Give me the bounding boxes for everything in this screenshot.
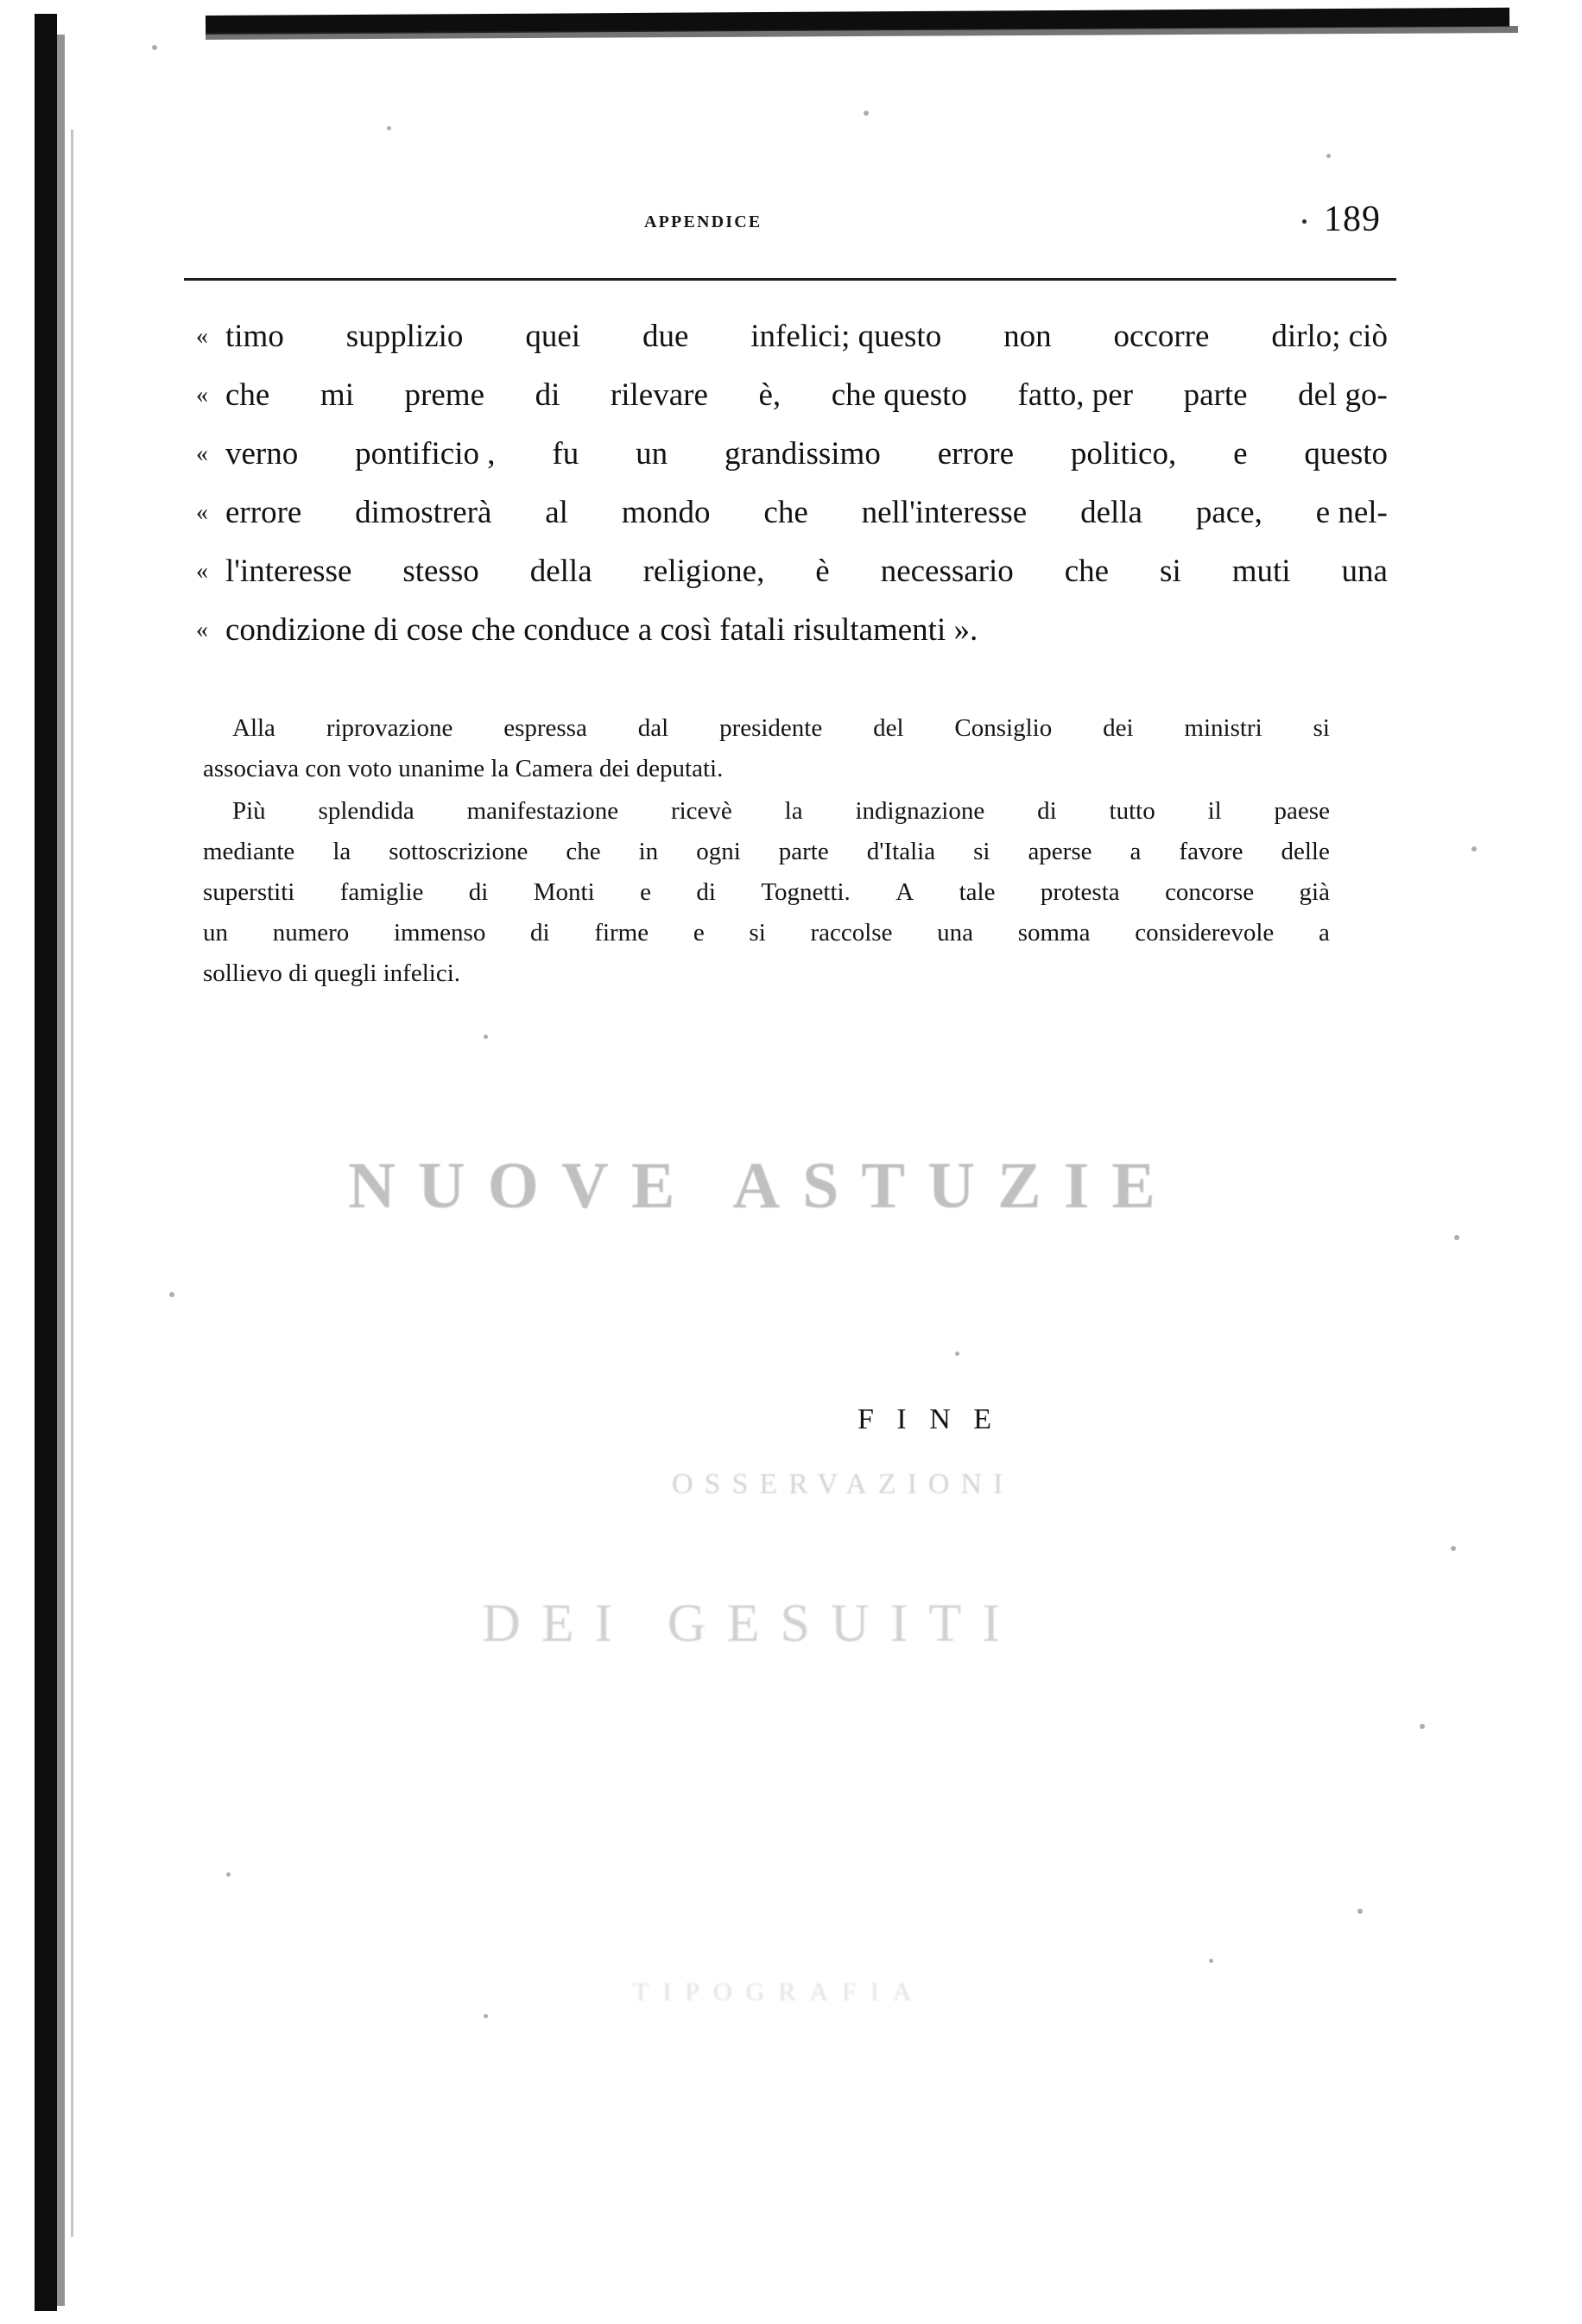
guillemet-icon: « bbox=[196, 382, 208, 408]
quote-line-text: che mi preme di rilevare è, che questo fatto, per parte del go- bbox=[225, 377, 1388, 413]
scan-speck bbox=[1420, 1724, 1425, 1729]
quote-line bbox=[196, 553, 1396, 611]
guillemet-icon: « bbox=[196, 617, 208, 643]
quotation-block bbox=[196, 318, 1396, 670]
paragraph bbox=[203, 791, 1330, 994]
scan-gutter-line bbox=[71, 130, 73, 2237]
scan-speck bbox=[1454, 1235, 1459, 1240]
guillemet-icon: « bbox=[196, 323, 208, 350]
header-rule bbox=[184, 278, 1396, 281]
quote-line bbox=[196, 377, 1396, 435]
scan-edge-left-shadow bbox=[57, 35, 65, 2306]
quote-line bbox=[196, 435, 1396, 494]
scan-speck bbox=[169, 1292, 174, 1297]
quote-line-text: l'interesse stesso della religione, è necessario che si muti una bbox=[225, 554, 1388, 589]
guillemet-icon: « bbox=[196, 440, 208, 467]
page-number: 189 bbox=[1324, 199, 1381, 239]
quote-line bbox=[196, 494, 1396, 553]
running-head-dot bbox=[1302, 219, 1307, 224]
scan-speck bbox=[152, 45, 157, 50]
quote-line-text: errore dimostrerà al mondo che nell'interesse della pace, e nel- bbox=[225, 495, 1388, 530]
paragraph-line: Alla riprovazione espressa dal presidente del Consiglio dei ministri si bbox=[232, 714, 1330, 742]
quote-line bbox=[196, 611, 1396, 670]
ghost-text-sub1: OSSERVAZIONI bbox=[672, 1468, 1015, 1500]
scan-edge-left bbox=[35, 14, 57, 2311]
paragraph-line: sollievo di quegli infelici. bbox=[203, 959, 461, 987]
end-of-book-mark: F I N E bbox=[857, 1403, 1000, 1435]
paragraph-line: Più splendida manifestazione ricevè la indignazione di tutto il paese bbox=[232, 797, 1330, 825]
quote-line-text: timo supplizio quei due infelici; questo non occorre dirlo; ciò bbox=[225, 319, 1388, 354]
page-content-column bbox=[184, 0, 1396, 2324]
scan-speck bbox=[1451, 1546, 1456, 1551]
quote-line-text: condizione di cose che conduce a così fatali risultamenti ». bbox=[225, 612, 978, 648]
quote-line bbox=[196, 318, 1396, 377]
paragraph-line: un numero immenso di firme e si raccolse una somma considerevole a bbox=[203, 919, 1330, 947]
running-head-title: APPENDICE bbox=[644, 212, 763, 231]
guillemet-icon: « bbox=[196, 558, 208, 585]
ghost-text-sub2: DEI GESUITI bbox=[482, 1594, 1021, 1653]
paragraph-line: associava con voto unanime la Camera dei deputati. bbox=[203, 755, 724, 782]
ghost-text-title: NUOVE ASTUZIE bbox=[348, 1149, 1178, 1222]
guillemet-icon: « bbox=[196, 499, 208, 526]
scan-speck bbox=[1471, 846, 1477, 852]
quote-line-text: verno pontificio , fu un grandissimo errore politico, e questo bbox=[225, 436, 1388, 472]
paragraph-line: mediante la sottoscrizione che in ogni parte d'Italia si aperse a favore delle bbox=[203, 838, 1330, 865]
paragraph-line: superstiti famiglie di Monti e di Tognetti. A tale protesta concorse già bbox=[203, 878, 1330, 906]
paragraph bbox=[203, 708, 1330, 789]
running-head bbox=[184, 199, 1396, 240]
ghost-text-sub3: TIPOGRAFIA bbox=[633, 1978, 926, 2006]
